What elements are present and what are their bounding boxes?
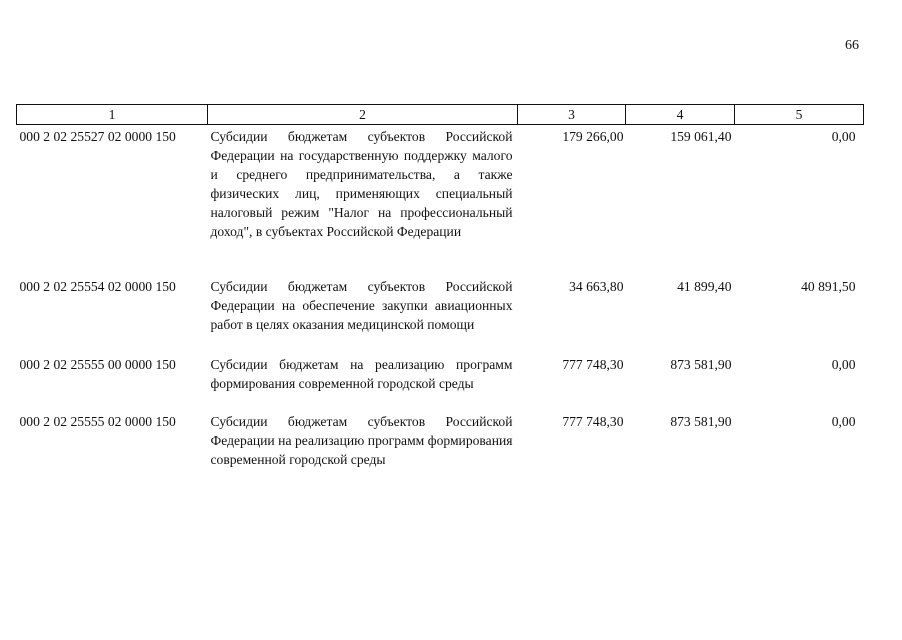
revenue-code-cell: 000 2 02 25555 02 0000 150 <box>19 414 176 429</box>
column-header-2: 2 <box>208 105 518 125</box>
column-header-1: 1 <box>17 105 208 125</box>
revenue-code-cell: 000 2 02 25554 02 0000 150 <box>19 279 176 294</box>
page-number: 66 <box>845 38 859 53</box>
revenue-code-cell: 000 2 02 25555 00 0000 150 <box>19 357 176 372</box>
amount-col3-cell: 777 748,30 <box>562 357 624 372</box>
revenue-name-cell: Субсидии бюджетам субъектов Российской Федерации на обеспечение закупки авиационных работ в целях оказания медицинской помощи <box>210 279 513 332</box>
revenue-name-cell: Субсидии бюджетам на реализацию программ формирования современной городской среды <box>210 357 513 391</box>
amount-col4-cell: 873 581,90 <box>670 414 732 429</box>
revenue-code-cell: 000 2 02 25527 02 0000 150 <box>19 129 176 144</box>
amount-col5-cell: 0,00 <box>831 357 856 372</box>
column-header-3: 3 <box>518 105 626 125</box>
amount-col5-cell: 40 891,50 <box>801 279 856 294</box>
amount-col5-cell: 0,00 <box>831 129 856 144</box>
amount-col3-cell: 34 663,80 <box>569 279 624 294</box>
column-header-4: 4 <box>626 105 735 125</box>
amount-col3-cell: 777 748,30 <box>562 414 624 429</box>
column-header-5: 5 <box>735 105 864 125</box>
table-row <box>17 410 864 472</box>
amount-col5-cell: 0,00 <box>831 414 856 429</box>
budget-revenue-table <box>16 104 864 472</box>
table-row <box>17 275 864 353</box>
table-row <box>17 353 864 410</box>
table-row <box>17 125 864 276</box>
amount-col4-cell: 159 061,40 <box>670 129 732 144</box>
revenue-name-cell: Субсидии бюджетам субъектов Российской Федерации на реализацию программ формирования современной городской среды <box>210 414 513 467</box>
amount-col4-cell: 41 899,40 <box>677 279 732 294</box>
revenue-name-cell: Субсидии бюджетам субъектов Российской Федерации на государственную поддержку малого и среднего предпринимательства, а также физических лиц, применяющих специальный налоговый режим "Налог на профессиональный доход", в субъектах Российской Федерации <box>210 129 513 239</box>
amount-col4-cell: 873 581,90 <box>670 357 732 372</box>
amount-col3-cell: 179 266,00 <box>562 129 624 144</box>
table-header-row <box>17 105 864 125</box>
